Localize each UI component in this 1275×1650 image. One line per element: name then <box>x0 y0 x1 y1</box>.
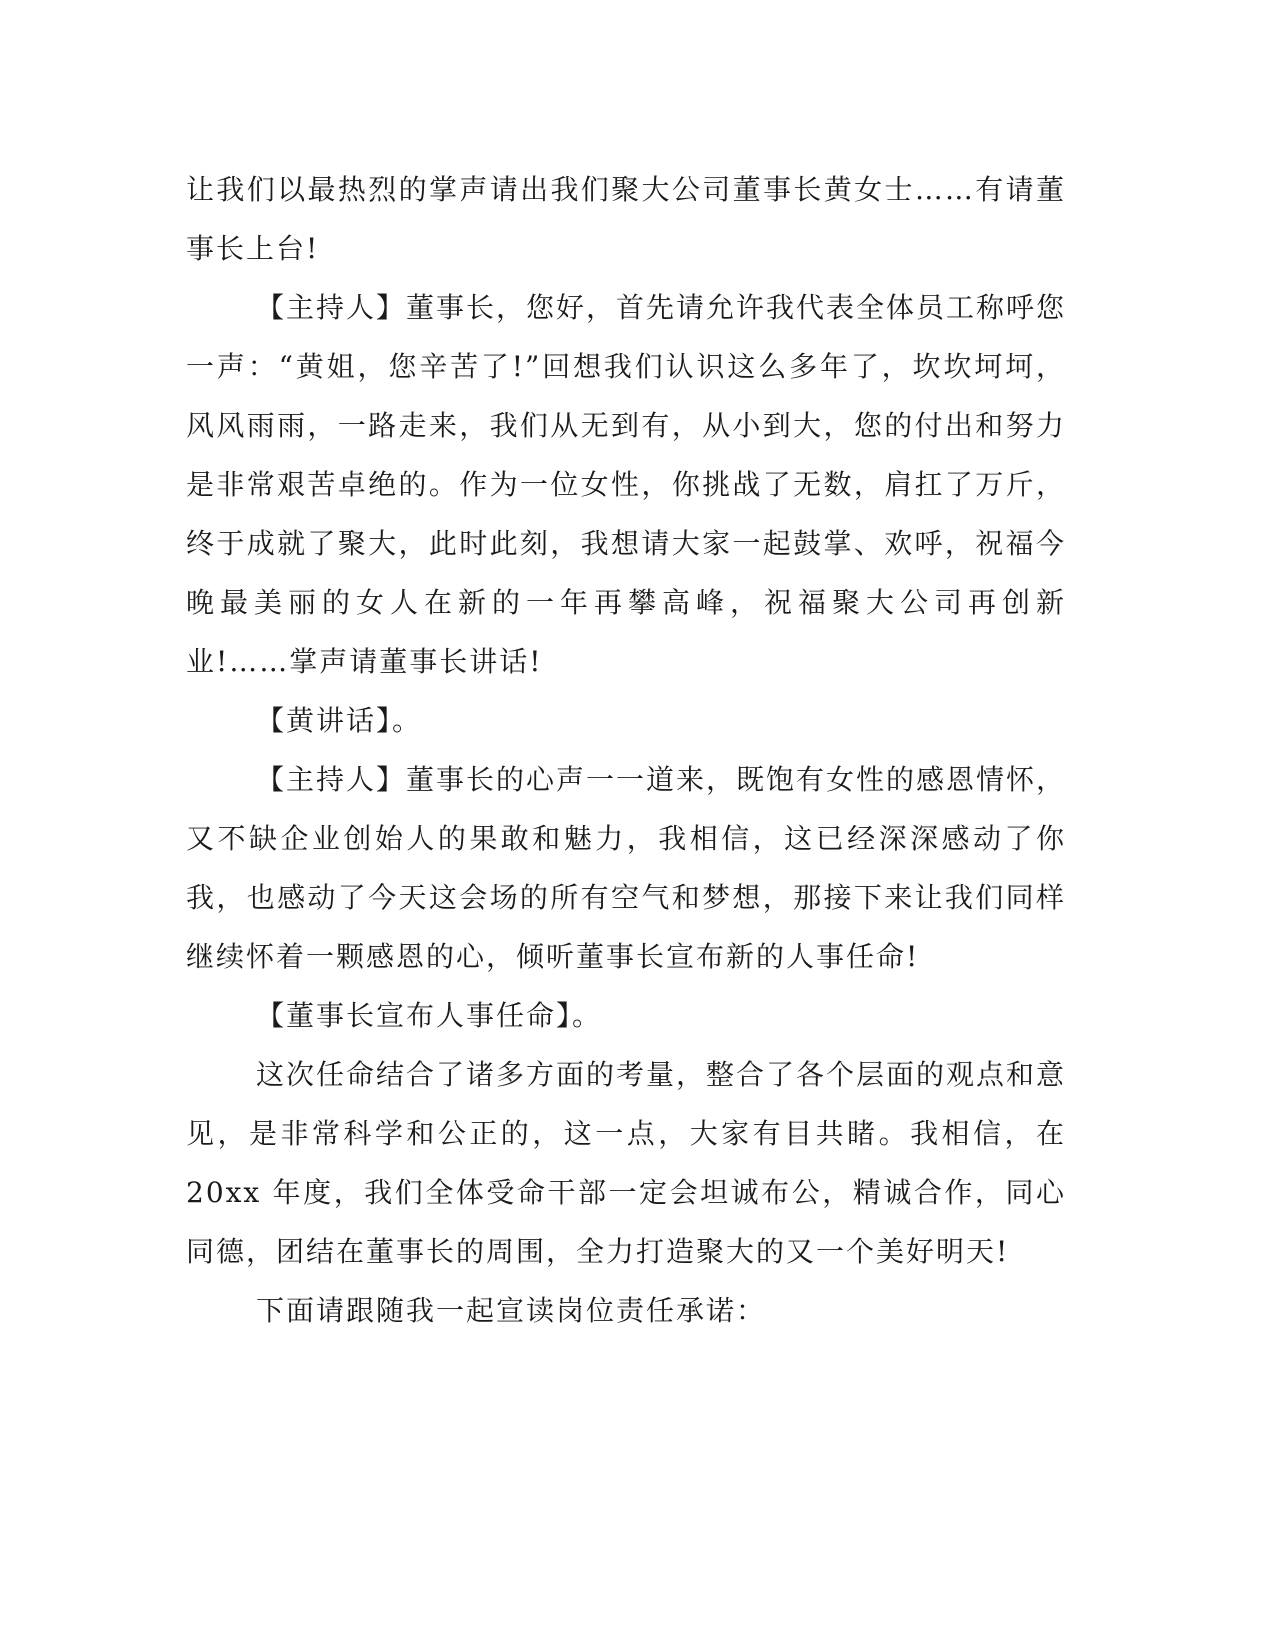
paragraph-appointment-comment: 这次任命结合了诸多方面的考量，整合了各个层面的观点和意见，是非常科学和公正的，这一点，大家有目共睹。我相信，在 20xx 年度，我们全体受命干部一定会坦诚布公，精诚合作，同心同德，团结在董事长的周围，全力打造聚大的又一个美好明天! <box>186 1058 1067 1268</box>
paragraph-appointment-announcement: 【董事长宣布人事任命】。 <box>256 999 603 1032</box>
paragraph-host-response: 【主持人】董事长的心声一一道来，既饱有女性的感恩情怀，又不缺企业创始人的果敢和魅力，我相信，这已经深深感动了你我，也感动了今天这会场的所有空气和梦想，那接下来让我们同样继续怀着一颗感恩的心，倾听董事长宣布新的人事任命! <box>186 763 1067 973</box>
document-body <box>186 160 1066 1340</box>
paragraph-host-greeting: 【主持人】董事长，您好，首先请允许我代表全体员工称呼您一声：“黄姐，您辛苦了!”回想我们认识这么多年了，坎坎坷坷，风风雨雨，一路走来，我们从无到有，从小到大，您的付出和努力是非常艰苦卓绝的。作为一位女性，你挑战了无数，肩扛了万斤，终于成就了聚大，此时此刻，我想请大家一起鼓掌、欢呼，祝福今晚最美丽的女人在新的一年再攀高峰，祝福聚大公司再创新业!……掌声请董事长讲话! <box>186 291 1067 678</box>
paragraph-chair-speech: 【黄讲话】。 <box>256 704 423 737</box>
paragraph-pledge-intro: 下面请跟随我一起宣读岗位责任承诺： <box>256 1294 767 1327</box>
paragraph-opening: 让我们以最热烈的掌声请出我们聚大公司董事长黄女士……有请董事长上台! <box>186 173 1066 265</box>
